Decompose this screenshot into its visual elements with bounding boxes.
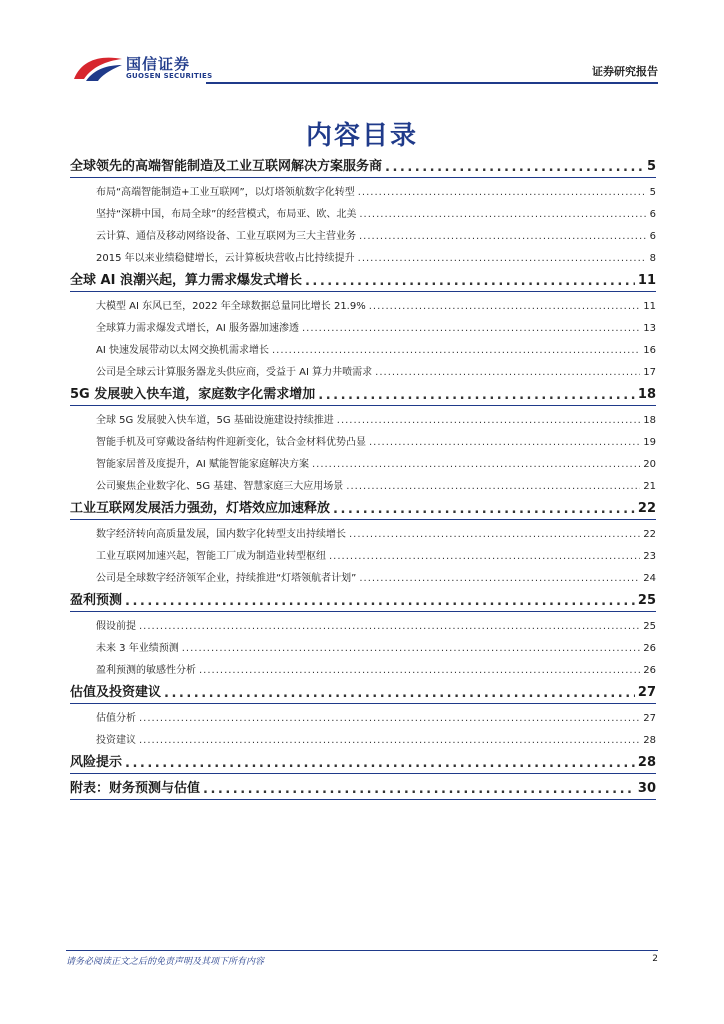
header-divider — [206, 82, 658, 84]
toc-dot-leader — [203, 783, 635, 796]
toc-subsection-entry[interactable] — [70, 178, 656, 200]
toc-entry-page: 19 — [643, 437, 656, 448]
brand-name-cn: 国信证券 — [126, 55, 191, 73]
toc-entry-page: 24 — [643, 573, 656, 584]
toc-entry-title: 风险提示 — [70, 755, 123, 770]
toc-entry-page: 18 — [643, 415, 656, 426]
guosen-logo — [72, 53, 213, 83]
toc-entry-page: 6 — [649, 231, 656, 242]
toc-entry-page: 20 — [643, 459, 656, 470]
toc-entry-page: 27 — [637, 685, 656, 700]
toc-dot-leader — [125, 757, 635, 770]
toc-section-entry[interactable] — [70, 678, 656, 704]
toc-entry-title: 2015 年以来业绩稳健增长，云计算板块营收占比持续提升 — [96, 253, 355, 264]
toc-entry-page: 13 — [643, 323, 656, 334]
toc-entry-title: 估值及投资建议 — [70, 685, 162, 700]
toc-entry-title: 全球 AI 浪潮兴起，算力需求爆发式增长 — [70, 273, 302, 288]
toc-dot-leader — [346, 482, 640, 492]
toc-subsection-entry[interactable] — [70, 726, 656, 748]
toc-subsection-entry[interactable] — [70, 244, 656, 266]
toc-subsection-entry[interactable] — [70, 612, 656, 634]
toc-entry-page: 17 — [643, 367, 656, 378]
toc-dot-leader — [359, 232, 647, 242]
toc-entry-page: 18 — [637, 387, 656, 402]
toc-entry-title: 工业互联网发展活力强劲，灯塔效应加速释放 — [70, 501, 331, 516]
toc-subsection-entry[interactable] — [70, 406, 656, 428]
toc-subsection-entry[interactable] — [70, 634, 656, 656]
toc-entry-title: 云计算、通信及移动网络设备、工业互联网为三大主营业务 — [96, 231, 356, 242]
toc-entry-title: 全球领先的高端智能制造及工业互联网解决方案服务商 — [70, 159, 383, 174]
toc-subsection-entry[interactable] — [70, 704, 656, 726]
toc-dot-leader — [349, 530, 640, 540]
toc-dot-leader — [139, 622, 640, 632]
toc-entry-title: 投资建议 — [96, 735, 136, 746]
toc-entry-page: 22 — [637, 501, 656, 516]
toc-entry-title: AI 快速发展带动以太网交换机需求增长 — [96, 345, 269, 356]
toc-entry-title: 智能家居普及度提升，AI 赋能智能家庭解决方案 — [96, 459, 309, 470]
toc-subsection-entry[interactable] — [70, 314, 656, 336]
toc-section-entry[interactable] — [70, 774, 656, 800]
toc-entry-page: 27 — [643, 713, 656, 724]
toc-entry-title: 公司聚焦企业数字化、5G 基建、智慧家庭三大应用场景 — [96, 481, 344, 492]
toc-dot-leader — [358, 188, 647, 198]
toc-subsection-entry[interactable] — [70, 542, 656, 564]
toc-entry-page: 30 — [637, 781, 656, 796]
toc-entry-page: 11 — [637, 273, 656, 288]
toc-entry-title: 工业互联网加速兴起，智能工厂成为制造业转型枢纽 — [96, 551, 326, 562]
toc-dot-leader — [318, 389, 635, 402]
toc-entry-page: 23 — [643, 551, 656, 562]
toc-section-entry[interactable] — [70, 586, 656, 612]
toc-entry-title: 盈利预测的敏感性分析 — [96, 665, 196, 676]
toc-entry-page: 25 — [637, 593, 656, 608]
footer-disclaimer: 请务必阅读正文之后的免责声明及其项下所有内容 — [66, 957, 265, 967]
toc-entry-title: 全球算力需求爆发式增长，AI 服务器加速渗透 — [96, 323, 299, 334]
toc-entry-title: 公司是全球数字经济领军企业，持续推进“灯塔领航者计划” — [96, 573, 357, 584]
toc-dot-leader — [375, 368, 640, 378]
toc-entry-title: 坚持“深耕中国，布局全球”的经营模式，布局亚、欧、北美 — [96, 209, 357, 220]
page-number: 2 — [652, 954, 658, 964]
toc-dot-leader — [312, 460, 640, 470]
toc-entry-title: 未来 3 年业绩预测 — [96, 643, 179, 654]
toc-subsection-entry[interactable] — [70, 336, 656, 358]
toc-subsection-entry[interactable] — [70, 450, 656, 472]
toc-dot-leader — [305, 275, 635, 288]
toc-dot-leader — [164, 687, 635, 700]
toc-entry-title: 智能手机及可穿戴设备结构件迎新变化，钛合金材料优势凸显 — [96, 437, 366, 448]
toc-dot-leader — [337, 416, 641, 426]
toc-dot-leader — [369, 438, 640, 448]
toc-entry-page: 26 — [643, 643, 656, 654]
toc-section-entry[interactable] — [70, 152, 656, 178]
toc-dot-leader — [199, 666, 640, 676]
report-type: 证券研究报告 — [592, 65, 658, 78]
toc-entry-page: 25 — [643, 621, 656, 632]
toc-section-entry[interactable] — [70, 748, 656, 774]
toc-entry-title: 全球 5G 发展驶入快车道，5G 基础设施建设持续推进 — [96, 415, 334, 426]
toc-subsection-entry[interactable] — [70, 656, 656, 678]
toc-entry-title: 公司是全球云计算服务器龙头供应商，受益于 AI 算力井喷需求 — [96, 367, 373, 378]
toc-entry-page: 28 — [643, 735, 656, 746]
toc-dot-leader — [369, 302, 641, 312]
toc-section-entry[interactable] — [70, 380, 656, 406]
toc-entry-title: 附表：财务预测与估值 — [70, 781, 201, 796]
toc-dot-leader — [358, 254, 647, 264]
page-header — [0, 0, 724, 90]
toc-dot-leader — [359, 574, 640, 584]
toc-subsection-entry[interactable] — [70, 564, 656, 586]
toc-dot-leader — [329, 552, 640, 562]
toc-dot-leader — [182, 644, 641, 654]
toc-dot-leader — [333, 503, 635, 516]
toc-entry-title: 盈利预测 — [70, 593, 123, 608]
toc-entry-page: 6 — [649, 209, 656, 220]
toc-dot-leader — [272, 346, 640, 356]
footer-divider — [66, 950, 658, 951]
logo-mark-icon — [72, 53, 124, 83]
toc-title: 内容目录 — [305, 121, 418, 151]
toc-section-entry[interactable] — [70, 266, 656, 292]
toc-dot-leader — [139, 736, 640, 746]
toc-section-entry[interactable] — [70, 494, 656, 520]
toc-subsection-entry[interactable] — [70, 520, 656, 542]
toc-entry-title: 大模型 AI 东风已至，2022 年全球数据总量同比增长 21.9% — [96, 301, 366, 312]
toc-dot-leader — [359, 210, 646, 220]
toc-entry-title: 5G 发展驶入快车道，家庭数字化需求增加 — [70, 387, 316, 402]
toc-subsection-entry[interactable] — [70, 358, 656, 380]
table-of-contents — [70, 152, 656, 800]
toc-subsection-entry[interactable] — [70, 428, 656, 450]
toc-dot-leader — [302, 324, 640, 334]
toc-dot-leader — [385, 161, 644, 174]
toc-entry-page: 5 — [649, 187, 656, 198]
toc-subsection-entry[interactable] — [70, 222, 656, 244]
toc-entry-page: 22 — [643, 529, 656, 540]
toc-subsection-entry[interactable] — [70, 292, 656, 314]
toc-dot-leader — [139, 714, 640, 724]
toc-entry-page: 5 — [646, 159, 656, 174]
toc-entry-title: 数字经济转向高质量发展，国内数字化转型支出持续增长 — [96, 529, 346, 540]
toc-entry-page: 21 — [643, 481, 656, 492]
toc-subsection-entry[interactable] — [70, 200, 656, 222]
toc-dot-leader — [125, 595, 635, 608]
toc-entry-page: 16 — [643, 345, 656, 356]
brand-name-en: GUOSEN SECURITIES — [126, 72, 213, 80]
toc-entry-page: 11 — [643, 301, 656, 312]
toc-entry-page: 8 — [649, 253, 656, 264]
toc-entry-page: 26 — [643, 665, 656, 676]
toc-entry-title: 估值分析 — [96, 713, 136, 724]
toc-entry-title: 布局“高端智能制造+工业互联网”，以灯塔领航数字化转型 — [96, 187, 355, 198]
toc-subsection-entry[interactable] — [70, 472, 656, 494]
toc-entry-title: 假设前提 — [96, 621, 136, 632]
toc-entry-page: 28 — [637, 755, 656, 770]
